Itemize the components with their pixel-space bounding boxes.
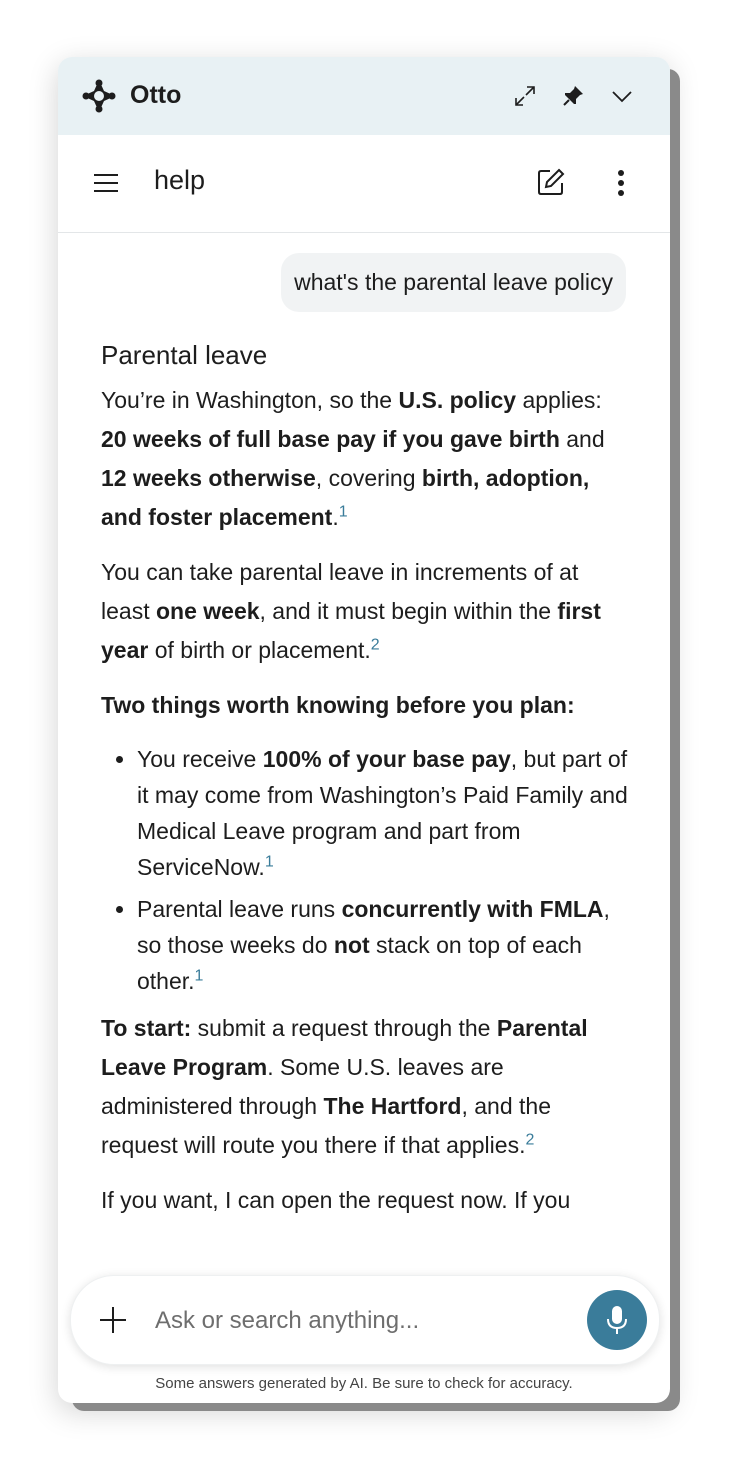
- text: .: [332, 504, 339, 530]
- bold-text: first year: [101, 598, 601, 663]
- text: of birth or placement.: [148, 637, 371, 663]
- user-message: what's the parental leave policy: [281, 253, 626, 312]
- bold-text: 20 weeks of full base pay if you gave birth: [101, 426, 560, 452]
- bold-text: concurrently with FMLA: [341, 896, 604, 922]
- bold-text: To start:: [101, 1015, 192, 1041]
- conversation-area[interactable]: [58, 233, 670, 1263]
- text: , so those weeks do: [137, 896, 610, 958]
- answer-paragraph-4: [101, 1009, 631, 1165]
- text: and: [559, 426, 605, 452]
- text: , and it must begin within the: [259, 598, 558, 624]
- answer-heading: Parental leave: [101, 340, 268, 370]
- answer-paragraph-1: [101, 381, 631, 537]
- text: , but part of it may come from Washington’s Paid Family and Medical Leave program and part from ServiceNow.: [137, 746, 628, 880]
- answer-bullet-list: [101, 741, 631, 999]
- ai-disclaimer: Some answers generated by AI. Be sure to check for accuracy.: [155, 1375, 573, 1392]
- chat-title: help: [154, 165, 206, 195]
- citation-link[interactable]: 2: [370, 636, 380, 654]
- bold-text: Two things worth knowing before you plan:: [101, 692, 575, 718]
- text: submit a request through the: [191, 1015, 497, 1041]
- bold-text: The Hartford: [323, 1093, 462, 1119]
- text: . Some U.S. leaves are administered through: [101, 1054, 504, 1119]
- expand-icon[interactable]: [510, 81, 540, 111]
- citation-link[interactable]: 2: [525, 1131, 535, 1149]
- title-bar: [58, 57, 670, 135]
- chevron-down-icon[interactable]: [607, 81, 637, 111]
- citation-link[interactable]: 1: [194, 967, 204, 985]
- text: If you want, I can open the request now. If you: [101, 1187, 571, 1213]
- text: applies:: [516, 387, 602, 413]
- bold-text: U.S. policy: [398, 387, 517, 413]
- bold-text: 12 weeks otherwise: [101, 465, 316, 491]
- composer: [70, 1275, 660, 1365]
- citation-link[interactable]: 1: [338, 503, 348, 521]
- otto-logo-icon: [82, 79, 116, 113]
- text: , covering: [315, 465, 422, 491]
- text: You’re in Washington, so the: [101, 387, 399, 413]
- text: Parental leave runs: [137, 896, 342, 922]
- assistant-answer: [101, 337, 631, 1236]
- microphone-icon: [606, 1305, 628, 1335]
- hamburger-menu-icon[interactable]: [89, 166, 123, 200]
- answer-paragraph-5: [101, 1181, 631, 1220]
- bold-text: one week: [155, 598, 260, 624]
- text: You can take parental leave in increments of at least: [101, 559, 579, 624]
- text: stack on top of each other.: [137, 932, 582, 994]
- text: You receive: [137, 746, 263, 772]
- bold-text: birth, adoption, and foster placement: [101, 465, 590, 530]
- pin-icon[interactable]: [558, 81, 588, 111]
- answer-paragraph-3: [101, 686, 631, 725]
- chat-header: [58, 135, 670, 233]
- more-vertical-icon[interactable]: [604, 166, 638, 200]
- ask-input[interactable]: [153, 1300, 577, 1342]
- answer-paragraph-2: [101, 553, 631, 670]
- plus-icon[interactable]: [95, 1302, 131, 1338]
- bold-text: 100% of your base pay: [262, 746, 511, 772]
- assistant-window: [58, 57, 670, 1403]
- microphone-button[interactable]: [587, 1290, 647, 1350]
- bold-text: Parental Leave Program: [101, 1015, 588, 1080]
- app-title: Otto: [130, 81, 182, 109]
- bold-text: not: [333, 932, 370, 958]
- list-item: [137, 741, 631, 885]
- list-item: [137, 891, 631, 999]
- citation-link[interactable]: 1: [264, 853, 274, 871]
- compose-icon[interactable]: [534, 165, 568, 199]
- text: , and the request will route you there if that applies.: [101, 1093, 551, 1158]
